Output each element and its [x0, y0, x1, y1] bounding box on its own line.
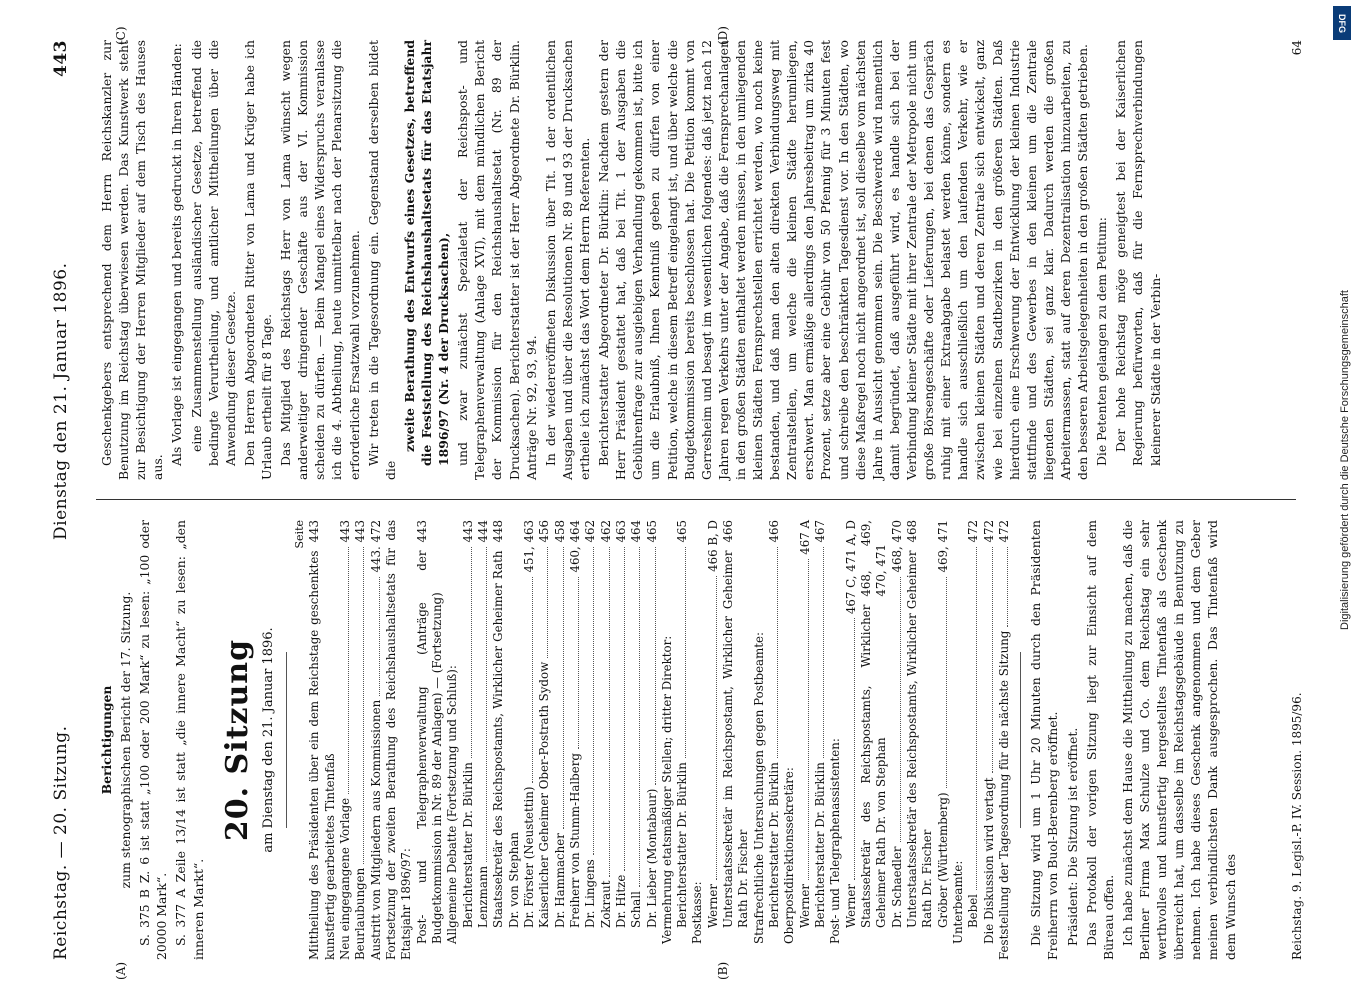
table-of-contents — [293, 520, 1012, 960]
toc-entry-page: 467 C, 471 A, D — [843, 520, 858, 615]
toc-entry — [798, 520, 813, 960]
toc-entry — [675, 520, 690, 960]
session-date: am Dienstag den 21. Januar 1896. — [261, 627, 277, 853]
toc-entry-text: Dr. Förster (Neustettin) — [521, 786, 536, 928]
toc-entry — [752, 520, 767, 960]
toc-leader-dots — [655, 547, 656, 785]
toc-entry-page: 443 — [337, 520, 352, 543]
toc-leader-dots — [363, 547, 364, 864]
toc-entry — [936, 520, 951, 960]
toc-leader-dots — [547, 547, 548, 658]
toc-entry-text: Berichterstatter Dr. Bürklin — [460, 762, 475, 928]
toc-entry-text: Vermehrung etatsmäßiger Stellen; dritter Direktor: — [659, 635, 674, 944]
toc-entry-page: 465 — [675, 520, 690, 543]
divider — [286, 652, 287, 828]
toc-entry-page: 458 — [552, 520, 567, 543]
toc-leader-dots — [471, 547, 472, 759]
toc-entry-page: 468 — [905, 520, 920, 543]
toc-entry-page: 456 — [537, 520, 552, 543]
toc-entry-page: 467 — [813, 520, 828, 543]
dfg-logo: DFG — [1333, 6, 1351, 40]
toc-entry — [583, 520, 598, 960]
toc-entry — [629, 520, 644, 960]
toc-entry-text: Kaiserlicher Geheimer Ober-Postrath Sydow — [537, 661, 552, 928]
toc-entry — [828, 520, 843, 960]
toc-seite-label: Seite — [292, 520, 306, 549]
toc-entry-text: Werner — [843, 883, 858, 928]
paragraph: Berichterstatter Abgeordneter Dr. Bürklin: Nachdem gestern der Herr Präsident gestattet hat, daß bei Tit. 1 der Ausgaben die Gebührenfrage zur ausgiebigen Verhandlung gekommen ist, bitte ich um die Erlaubniß, Ihnen Kenntniß geben zu dürfen von einer Petition, welche in diesem Betreff eingelangt ist, und über welche die Budgetkommission bereits beschlossen hat. Die Petition kommt von Gerresheim und besagt im wesentlichen folgendes: daß jetzt nach 12 Jahren regen Verkehrs unter der Angabe, daß die Fernsprechanlagen in den großen Städten enthaltet werden müssen, in den umliegenden kleinen Städten Fernsprechstellen errichtet werden, wo noch keine bestanden, und daß man den alten direkten Verbindungsweg mit Zentralstellen, um welche die kleinen Städte herumliegen, erschwert. Man ermäßige allerdings den Jahresbeitrag um zirka 40 Prozent, setze aber eine Gebühr von 50 Pfennig für 3 Minuten fest und schreibe den beschränkten Tagesdienst vor. In den Städten, wo diese Maßregel noch nicht angeordnet ist, soll dieselbe vom nächsten Jahre in Aussicht genommen sein. Die Beschwerde wird namentlich damit begründet, daß ausgeführt wird, es handle sich bei der Verbindung kleiner Städte mit ihrer Zentrale der Metropole nicht um große Börsengeschäfte oder Lieferungen, bei denen das Gespräch ruhig mit einer Extraabgabe belastet werden könne, sondern es handle sich ausschließlich um den laufenden Verkehr, wie er zwischen kleinen Städten und deren Zentrale sich entwickelt, ganz wie bei einzelnen Stadtbezirken in den größeren Städten. Daß hierdurch eine Erschwerung der Entwicklung der kleinen Industrie stattfinde und des Gewerbes in den kleinen um die Zentrale liegenden Städten, sei ganz klar. Dadurch werden die großen Arbeitermassen, statt auf deren Dezentralisation hinzuarbeiten, zu den besseren Arbeitsgelegenheiten in den großen Städten getrieben. — [596, 40, 1091, 480]
page-number: 443 — [51, 40, 71, 77]
toc-entry-page: 466 — [767, 520, 782, 543]
toc-entry-text: Schall — [629, 891, 644, 928]
header-left: Reichstag. — 20. Sitzung. — [51, 725, 71, 960]
toc-entry — [690, 520, 705, 960]
toc-entry — [338, 520, 353, 960]
toc-entry-text: Staatssekretär des Reichspostamts, Wirklicher Geheimer Rath Dr. von Stephan — [491, 550, 521, 928]
toc-entry-page: 451, 463 — [521, 520, 536, 573]
president-opening: Präsident: Die Sitzung ist eröffnet. — [1064, 727, 1080, 946]
toc-leader-dots — [639, 547, 640, 888]
toc-entry-text: Post- und Telegraphenverwaltung (Anträge der Budgetkommission in Nr. 89 der Anlagen) — (Fortsetzung) — [414, 550, 444, 944]
toc-entry — [476, 520, 491, 960]
toc-entry-text: Unterbeamte: — [951, 860, 966, 944]
toc-entry — [522, 520, 537, 960]
toc-leader-dots — [808, 559, 809, 880]
toc-entry-page: 460, 464 — [567, 520, 582, 573]
toc-entry — [415, 520, 446, 960]
toc-entry-text: Austritt von Mitgliedern aus Kommissionen — [368, 699, 383, 960]
toc-entry-page: 467 A — [797, 520, 812, 555]
toc-entry — [660, 520, 675, 960]
toc-entry-page: 465 — [644, 520, 659, 543]
toc-entry-text: Gröber (Württemberg) — [935, 792, 950, 928]
toc-entry-page: 443 — [414, 520, 429, 543]
toc-leader-dots — [900, 577, 901, 843]
toc-entry-page: 443 — [460, 520, 475, 543]
toc-leader-dots — [823, 547, 824, 759]
toc-entry-text: Dr. Lingens — [583, 859, 598, 928]
toc-leader-dots — [348, 547, 349, 794]
toc-leader-dots — [593, 547, 594, 856]
toc-entry-page: 443 — [353, 520, 368, 543]
toc-leader-dots — [578, 577, 579, 750]
toc-entry — [461, 520, 476, 960]
toc-entry — [767, 520, 782, 960]
inkwell-announcement: Ich habe zunächst dem Hause die Mittheilung zu machen, daß die Berliner Firma Max Schulze und Co. dem Reichstag ein sehr werthvolles und kunstfertig hergestelltes Tintenfaß als Geschenk überreicht hat, um dasselbe im Reichstagsgebäude in Benutzung zu nehmen. Ich habe dieses Geschenk angenommen und dem Geber meinen verbindlichsten Dank ausgesprochen. Das Tintenfaß wird dem Wunsch des — [1119, 520, 1238, 960]
paragraph: Das Mitglied des Reichstags Herr von Lama wünscht wegen anderweitiger dringender Geschäfte aus der VI. Kommission scheiden zu dürfen. — Beim Mangel eines Widerspruchs veranlasse ich die 4. Abtheilung, heute unmittelbar nach der Plenarsitzung die erforderliche Ersatzwahl vorzunehmen. — [278, 40, 362, 480]
toc-entry-text: Post- und Telegraphenassistenten: — [828, 738, 843, 944]
toc-entry — [599, 520, 614, 960]
toc-leader-dots — [685, 547, 686, 759]
paragraph: und zwar zunächst Spezialetat der Reichspost- und Telegraphenverwaltung (Anlage XVI), mit dem mündlichen Bericht der Kommission für den Reichshaushaltsetat (Nr. 89 der Drucksachen). Berichterstatter ist der Herr Abgeordnete Dr. Bürklin. Anträge Nr. 92, 93, 94. — [455, 40, 539, 480]
toc-entry-page: 443. 472 — [368, 520, 383, 573]
toc-entry-text: Dr. Lieber (Montabaur) — [644, 788, 659, 928]
corrections-title: Berichtigungen — [99, 685, 114, 795]
toc-entry-text: Werner — [705, 883, 720, 928]
toc-entry — [813, 520, 828, 960]
margin-marker-a: (A) — [114, 961, 128, 980]
paragraph: Der hohe Reichstag möge geneigtest bei der Kaiserlichen Regierung befürworten, daß für die Fernsprechverbindungen kleinerer Städte in der Verbin- — [1113, 40, 1163, 466]
header-date: Dienstag den 21. Januar 1896. — [51, 262, 71, 540]
toc-entry — [706, 520, 721, 960]
page-header — [46, 40, 76, 960]
toc-entry-text: Neu eingegangene Vorlage — [337, 797, 352, 960]
toc-entry — [491, 520, 522, 960]
toc-entry — [997, 520, 1012, 960]
toc-entry-page: 444 — [475, 520, 490, 543]
paragraph: Wir treten in die Tagesordnung ein. Gegenstand derselben bildet die — [365, 40, 398, 480]
toc-entry-page: 468, 470 — [889, 520, 904, 573]
session-title: 20. Sitzung — [219, 638, 255, 842]
toc-entry-text: Berichterstatter Dr. Bürklin — [813, 762, 828, 928]
toc-entry-page: 472 — [981, 520, 996, 543]
toc-entry-text: Berichterstatter Dr. Bürklin — [767, 762, 782, 928]
toc-entry-text: Unterstaatssekretär des Reichspostamts, Wirklicher Geheimer Rath Dr. Fischer — [905, 550, 935, 928]
toc-leader-dots — [992, 547, 993, 774]
toc-entry-text: Freiherr von Stumm-Halberg — [567, 753, 582, 928]
toc-entry — [553, 520, 568, 960]
toc-entry-page: 469, 471 — [935, 520, 950, 573]
toc-leader-dots — [854, 618, 855, 880]
protocol-note: Das Protokoll der vorigen Sitzung liegt zur Einsicht auf dem Büreau offen. — [1083, 520, 1116, 960]
toc-leader-dots — [716, 576, 717, 880]
toc-entry-text: Postkasse: — [690, 881, 705, 944]
margin-marker-b: (B) — [716, 961, 730, 980]
toc-leader-dots — [563, 547, 564, 830]
toc-entry-page: 472 — [966, 520, 981, 543]
toc-entry-page: 463 — [613, 520, 628, 543]
toc-leader-dots — [1007, 547, 1008, 627]
margin-marker-c: (C) — [114, 26, 128, 45]
toc-entry-text: Fortsetzung der zweiten Berathung des Reichshaushaltsetats für das Etatsjahr 1896/97: — [383, 520, 414, 960]
toc-entry-page: 466 — [721, 520, 736, 543]
toc-leader-dots — [624, 547, 625, 871]
paragraph: Als Vorlage ist eingegangen und bereits gedruckt in Ihren Händen: — [169, 43, 185, 466]
toc-entry — [890, 520, 905, 960]
toc-entry-page: 448 — [491, 520, 506, 543]
left-column — [98, 520, 1241, 960]
toc-entry-text: Berichterstatter Dr. Bürklin — [675, 762, 690, 928]
toc-entry — [384, 520, 415, 960]
toc-entry-page: 464 — [629, 520, 644, 543]
toc-entry — [721, 520, 752, 960]
right-column — [98, 40, 1166, 480]
toc-entry — [844, 520, 859, 960]
margin-marker-d: (D) — [716, 26, 730, 45]
toc-entry-text: Die Diskussion wird vertagt — [981, 777, 996, 944]
toc-entry-text: Mittheilung des Präsidenten über ein dem Reichstage geschenktes kunstfertig gearbeitetes Tintenfaß — [307, 550, 337, 960]
toc-entry-text: Strafrechtliche Untersuchungen gegen Postbeamte: — [751, 632, 766, 944]
paragraph: eine Zusammenstellung ausländischer Gesetze, betreffend die bedingte Verurtheilung, und amtlicher Mittheilungen über die Anwendung dieser Gesetze. — [188, 40, 238, 466]
toc-entry-text: Allgemeine Debatte (Fortsetzung und Schluß): — [445, 665, 460, 944]
column-divider — [96, 499, 1296, 500]
toc-entry-page: 466 B, D — [705, 520, 720, 572]
footer-signature: 64 — [1290, 40, 1304, 56]
toc-entry — [445, 520, 460, 960]
rotated-page — [26, 0, 1326, 1000]
toc-entry-text: Dr. Schaedler — [889, 846, 904, 928]
toc-entry-text: Zokraut — [598, 880, 613, 928]
paragraph: Geschenkgebers entsprechend dem Herrn Reichskanzler zur Benutzung im Reichstag überwiesen werden. Das Kunstwerk steht zur Besichtigung der Herren Mitglieder auf dem Tisch des Hauses aus. — [99, 40, 166, 480]
toc-leader-dots — [609, 547, 610, 877]
session-opening: Die Sitzung wird um 1 Uhr 20 Minuten durch den Präsidenten Freiherrn von Buol-Berenberg eröffnet. — [1028, 520, 1061, 960]
correction-1: S. 375 B Z. 6 ist statt „100 oder 200 Mark“ zu lesen: „100 oder 20000 Mark“. — [137, 520, 170, 960]
toc-entry — [645, 520, 660, 960]
toc-entry-text: Lenzmann — [475, 865, 490, 928]
toc-entry — [614, 520, 629, 960]
toc-entry-text: Bebel — [966, 894, 981, 928]
correction-2: S. 377 A Zeile 13/14 ist statt „die innere Macht“ zu lesen: „den inneren Markt“. — [173, 520, 206, 960]
corrections-subtitle: zum stenographischen Bericht der 17. Sitzung. — [118, 591, 134, 889]
document-page — [26, 0, 1326, 1000]
toc-entry-page: 468, 469, 470, 471 — [859, 520, 889, 597]
agenda-item: zweite Berathung des Entwurfs eines Gesetzes, betreffend die Feststellung des Reichshaushaltsetats für das Etatsjahr 1896/97 (Nr. 4 der Drucksachen), — [401, 40, 452, 466]
toc-entry-page: 462 — [583, 520, 598, 543]
toc-entry — [966, 520, 981, 960]
footer-source: Reichstag. 9. Legisl.-P. IV. Session. 1895/96. — [1290, 692, 1304, 960]
toc-entry — [782, 520, 797, 960]
paragraph: Den Herren Abgeordneten Ritter von Lama und Krüger habe ich Urlaub ertheilt für 8 Tage. — [241, 40, 274, 480]
toc-entry-text: Werner — [797, 883, 812, 928]
toc-entry-text: Feststellung der Tagesordnung für die nächste Sitzung — [997, 630, 1012, 960]
toc-leader-dots — [379, 577, 380, 696]
toc-leader-dots — [976, 547, 977, 891]
toc-leader-dots — [777, 547, 778, 759]
toc-entry-text: Dr. Hitze — [613, 874, 628, 928]
toc-entry — [982, 520, 997, 960]
toc-entry-page: 462 — [598, 520, 613, 543]
toc-entry-page: 443 — [307, 520, 322, 543]
dfg-attribution: Digitalisierung gefördert durch die Deutsche Forschungsgemeinschaft — [1339, 290, 1351, 630]
divider — [1020, 652, 1021, 828]
toc-leader-dots — [532, 577, 533, 783]
toc-entry-text: Beurlaubungen — [353, 867, 368, 960]
paragraph: In der wiedereröffneten Diskussion über Tit. 1 der ordentlichen Ausgaben und über die Resolutionen Nr. 89 und 93 der Drucksachen ertheile ich zunächst das Wort dem Herrn Referenten. — [542, 40, 592, 480]
paragraph: Die Petenten gelangen zu dem Petitum: — [1094, 217, 1110, 466]
toc-leader-dots — [486, 547, 487, 862]
toc-entry — [568, 520, 583, 960]
toc-entry-text: Dr. Hammacher — [552, 833, 567, 928]
toc-entry — [905, 520, 936, 960]
toc-entry — [369, 520, 384, 960]
toc-entry — [537, 520, 552, 960]
toc-leader-dots — [946, 577, 947, 789]
toc-entry-text: Oberpostdirektionssekretäre: — [782, 767, 797, 944]
toc-entry — [353, 520, 368, 960]
toc-entry-text: Staatssekretär des Reichspostamts, Wirklicher Geheimer Rath Dr. von Stephan — [859, 604, 889, 928]
toc-entry-text: Unterstaatssekretär im Reichspostamt, Wirklicher Geheimer Rath Dr. Fischer — [721, 550, 751, 928]
toc-entry — [307, 520, 338, 960]
toc-entry — [951, 520, 966, 960]
page-footer — [1290, 40, 1304, 960]
toc-entry-page: 472 — [997, 520, 1012, 543]
toc-entry — [859, 520, 890, 960]
